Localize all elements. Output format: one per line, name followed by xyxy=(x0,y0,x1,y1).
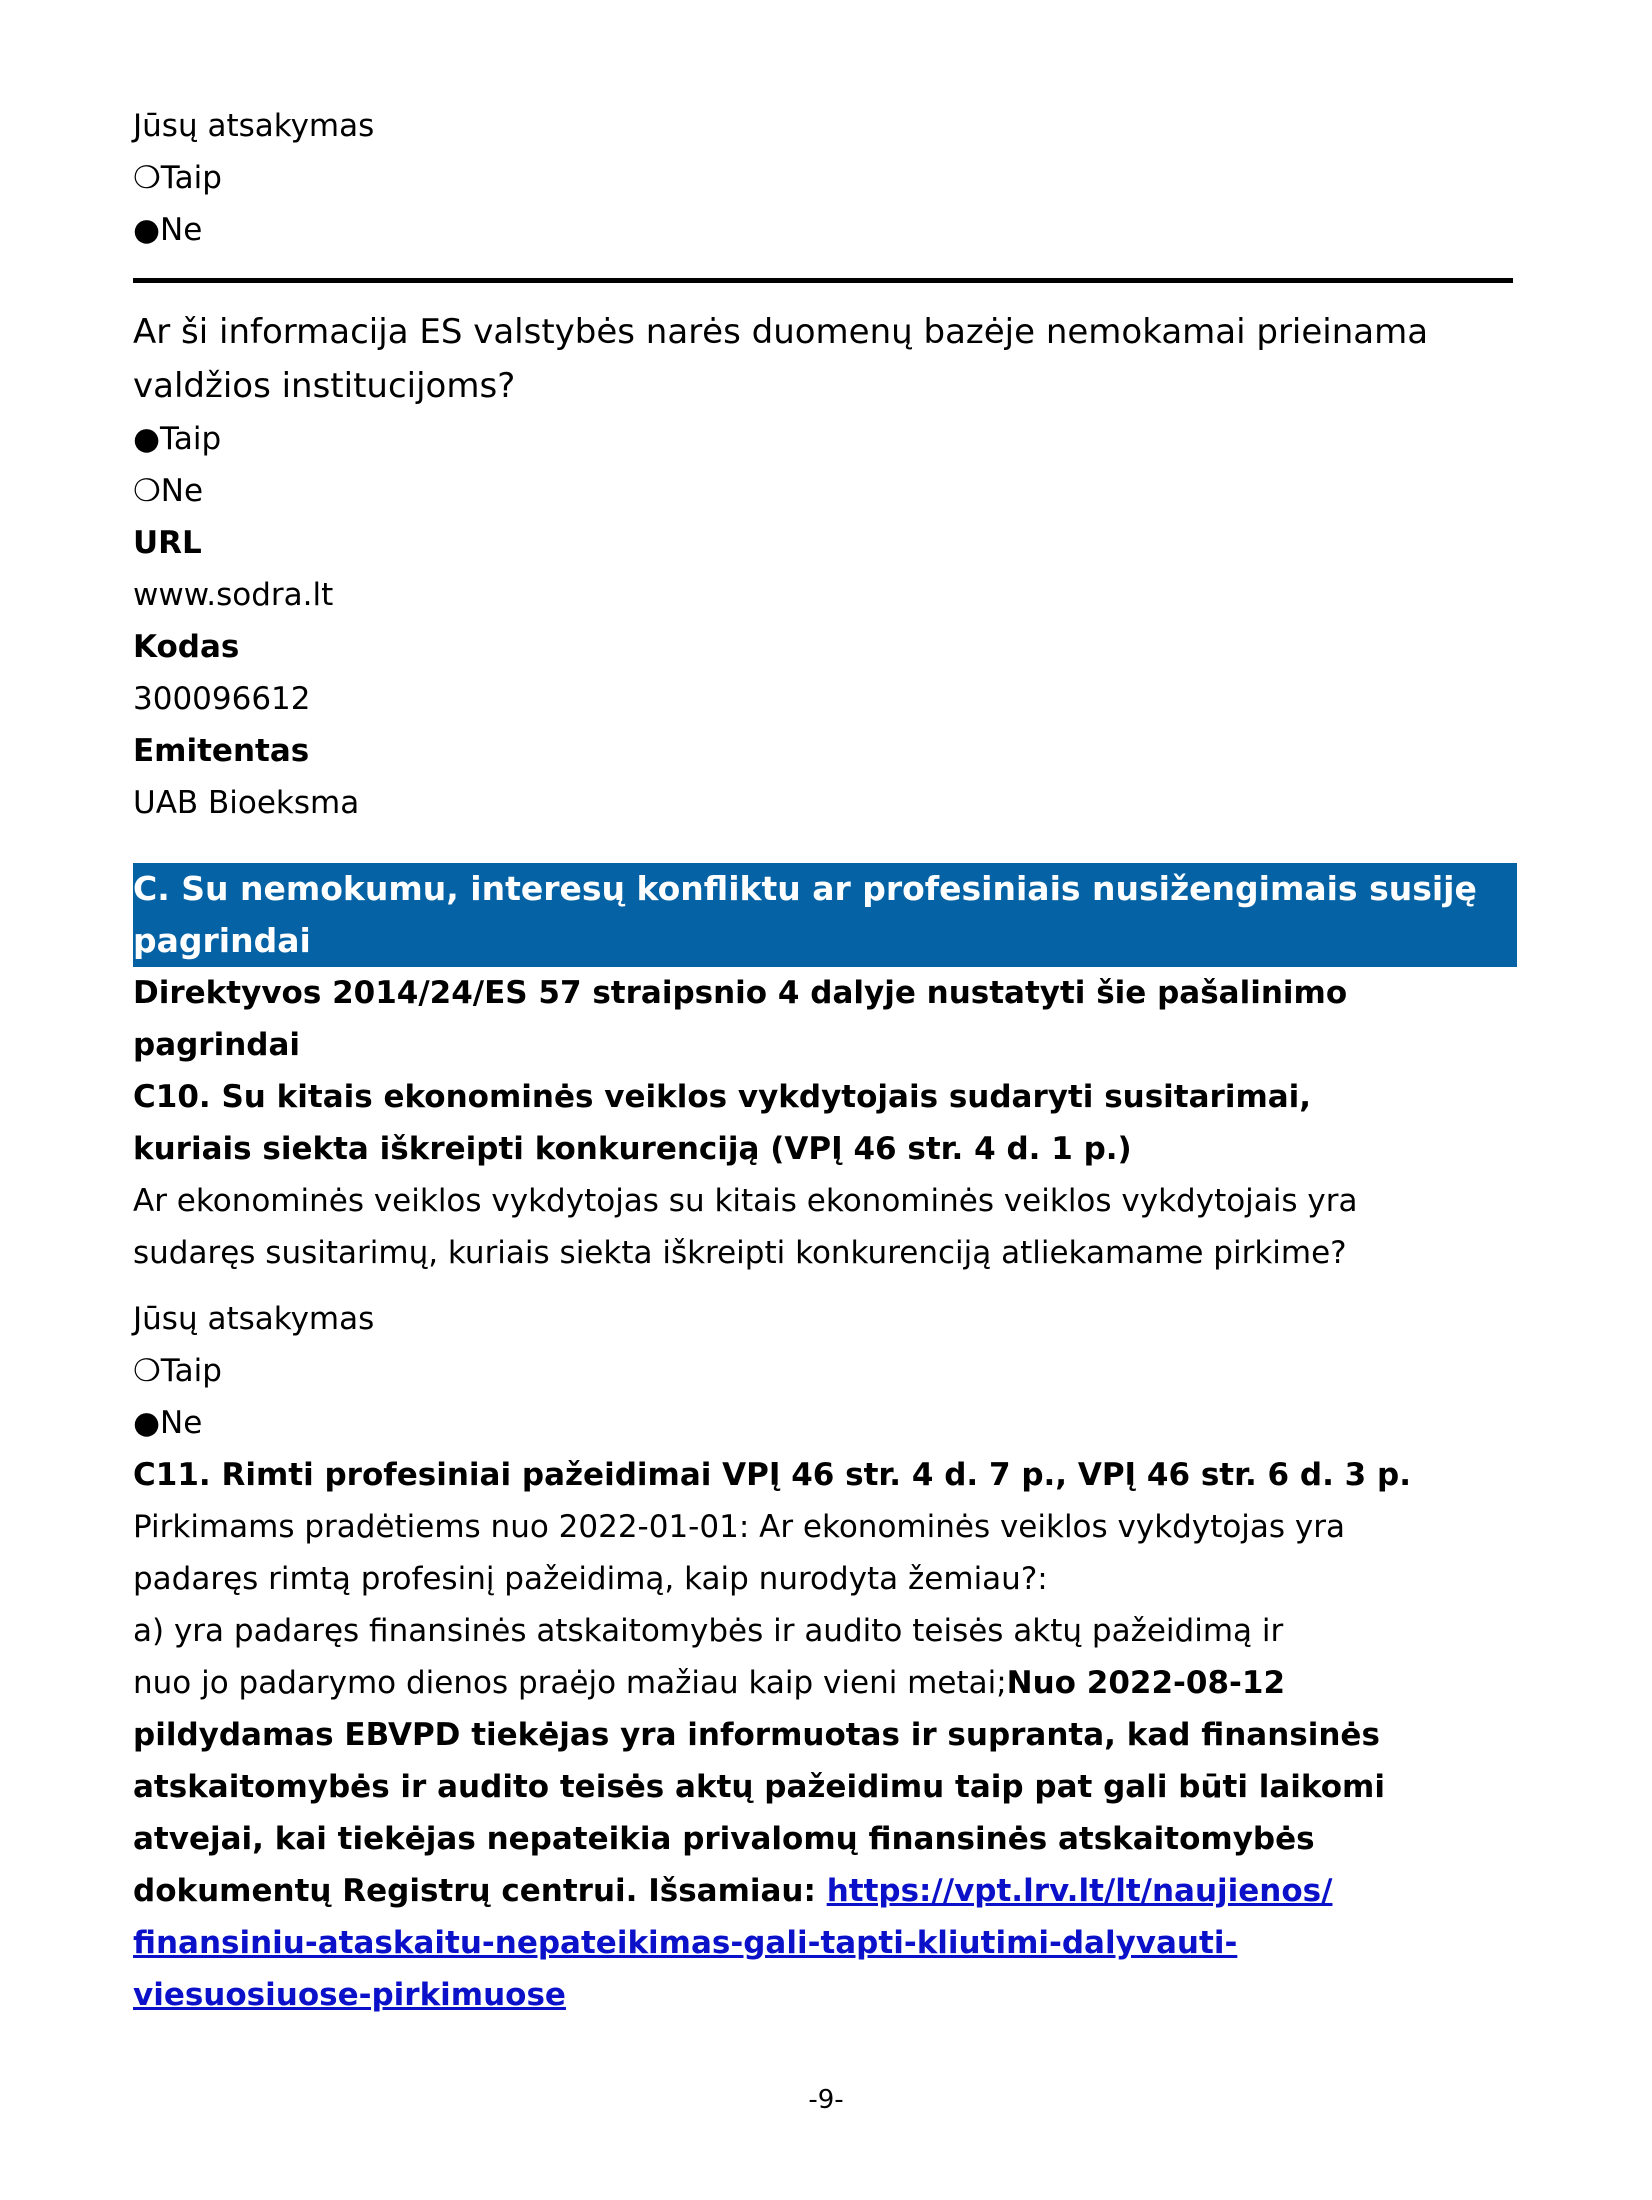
section-c-heading xyxy=(133,863,1517,967)
section-c-heading-line-1: C. Su nemokumu, interesų konfliktu ar profesiniais nusižengimais susiję xyxy=(133,869,1477,908)
c10-title-line-2: kuriais siekta iškreipti konkurenciją (VPĮ 46 str. 4 d. 1 p.) xyxy=(133,1131,1132,1167)
c11-link-line-10 xyxy=(133,1969,1513,2021)
radio-option-yes-selected[interactable]: ●Taip xyxy=(133,421,222,457)
question-line-2: valdžios institucijoms? xyxy=(133,366,516,406)
c11-link-line-9 xyxy=(133,1917,1513,1969)
c11-bold-line-6: atskaitomybės ir audito teisės aktų pažeidimu taip pat gali būti laikomi xyxy=(133,1769,1385,1805)
c10-question-line-1: Ar ekonominės veiklos vykdytojas su kitais ekonominės veiklos vykdytojais yra xyxy=(133,1183,1358,1219)
c11-text-line-4 xyxy=(133,1657,1513,1709)
c11-bold-line-5: pildydamas EBVPD tiekėjas yra informuotas ir supranta, kad finansinės xyxy=(133,1717,1380,1753)
c11-text-line-4-bold: Nuo 2022-08-12 xyxy=(1006,1665,1286,1701)
c11-text-line-3: a) yra padaręs finansinės atskaitomybės ir audito teisės aktų pažeidimą ir xyxy=(133,1613,1284,1649)
c11-text-line-4-regular: nuo jo padarymo dienos praėjo mažiau kaip vieni metai; xyxy=(133,1665,1007,1701)
code-value: 300096612 xyxy=(133,681,311,717)
url-value: www.sodra.lt xyxy=(133,577,334,613)
document-page xyxy=(133,100,1513,2021)
directive-intro-line-2: pagrindai xyxy=(133,1027,301,1063)
section-divider xyxy=(133,278,1513,283)
c10-title-line-1: C10. Su kitais ekonominės veiklos vykdytojais sudaryti susitarimai, xyxy=(133,1079,1312,1115)
answer-label: Jūsų atsakymas xyxy=(133,108,375,144)
c10-answer-label: Jūsų atsakymas xyxy=(133,1301,375,1337)
c11-text-line-1: Pirkimams pradėtiems nuo 2022-01-01: Ar ekonominės veiklos vykdytojas yra xyxy=(133,1509,1346,1545)
page-number: -9- xyxy=(808,2085,844,2115)
radio-option-yes[interactable]: ❍Taip xyxy=(133,160,222,196)
directive-intro-line-1: Direktyvos 2014/24/ES 57 straipsnio 4 dalyje nustatyti šie pašalinimo xyxy=(133,975,1348,1011)
c11-bold-line-7: atvejai, kai tiekėjas nepateikia privalomų finansinės atskaitomybės xyxy=(133,1821,1315,1857)
radio-option-no[interactable]: ❍Ne xyxy=(133,473,204,509)
c11-bold-line-8 xyxy=(133,1865,1513,1917)
issuer-label: Emitentas xyxy=(133,733,310,769)
c10-radio-option-no-selected[interactable]: ●Ne xyxy=(133,1405,203,1441)
vpt-news-link-part-3[interactable]: viesuosiuose-pirkimuose xyxy=(133,1977,566,2013)
c11-text-line-2: padaręs rimtą profesinį pažeidimą, kaip nurodyta žemiau?: xyxy=(133,1561,1048,1597)
vpt-news-link-part-1[interactable]: https://vpt.lrv.lt/lt/naujienos/ xyxy=(826,1873,1333,1909)
issuer-value: UAB Bioeksma xyxy=(133,785,360,821)
section-c-heading-line-2: pagrindai xyxy=(133,921,311,960)
c11-title: C11. Rimti profesiniai pažeidimai VPĮ 46 str. 4 d. 7 p., VPĮ 46 str. 6 d. 3 p. xyxy=(133,1457,1411,1493)
question-line-1: Ar ši informacija ES valstybės narės duomenų bazėje nemokamai prieinama xyxy=(133,312,1429,352)
c11-bold-line-8-text: dokumentų Registrų centrui. Išsamiau: xyxy=(133,1873,827,1909)
code-label: Kodas xyxy=(133,629,240,665)
vpt-news-link-part-2[interactable]: finansiniu-ataskaitu-nepateikimas-gali-tapti-kliutimi-dalyvauti- xyxy=(133,1925,1238,1961)
radio-option-no-selected[interactable]: ●Ne xyxy=(133,212,203,248)
c10-question-line-2: sudaręs susitarimų, kuriais siekta iškreipti konkurenciją atliekamame pirkime? xyxy=(133,1235,1347,1271)
url-label: URL xyxy=(133,525,202,561)
c10-radio-option-yes[interactable]: ❍Taip xyxy=(133,1353,222,1389)
